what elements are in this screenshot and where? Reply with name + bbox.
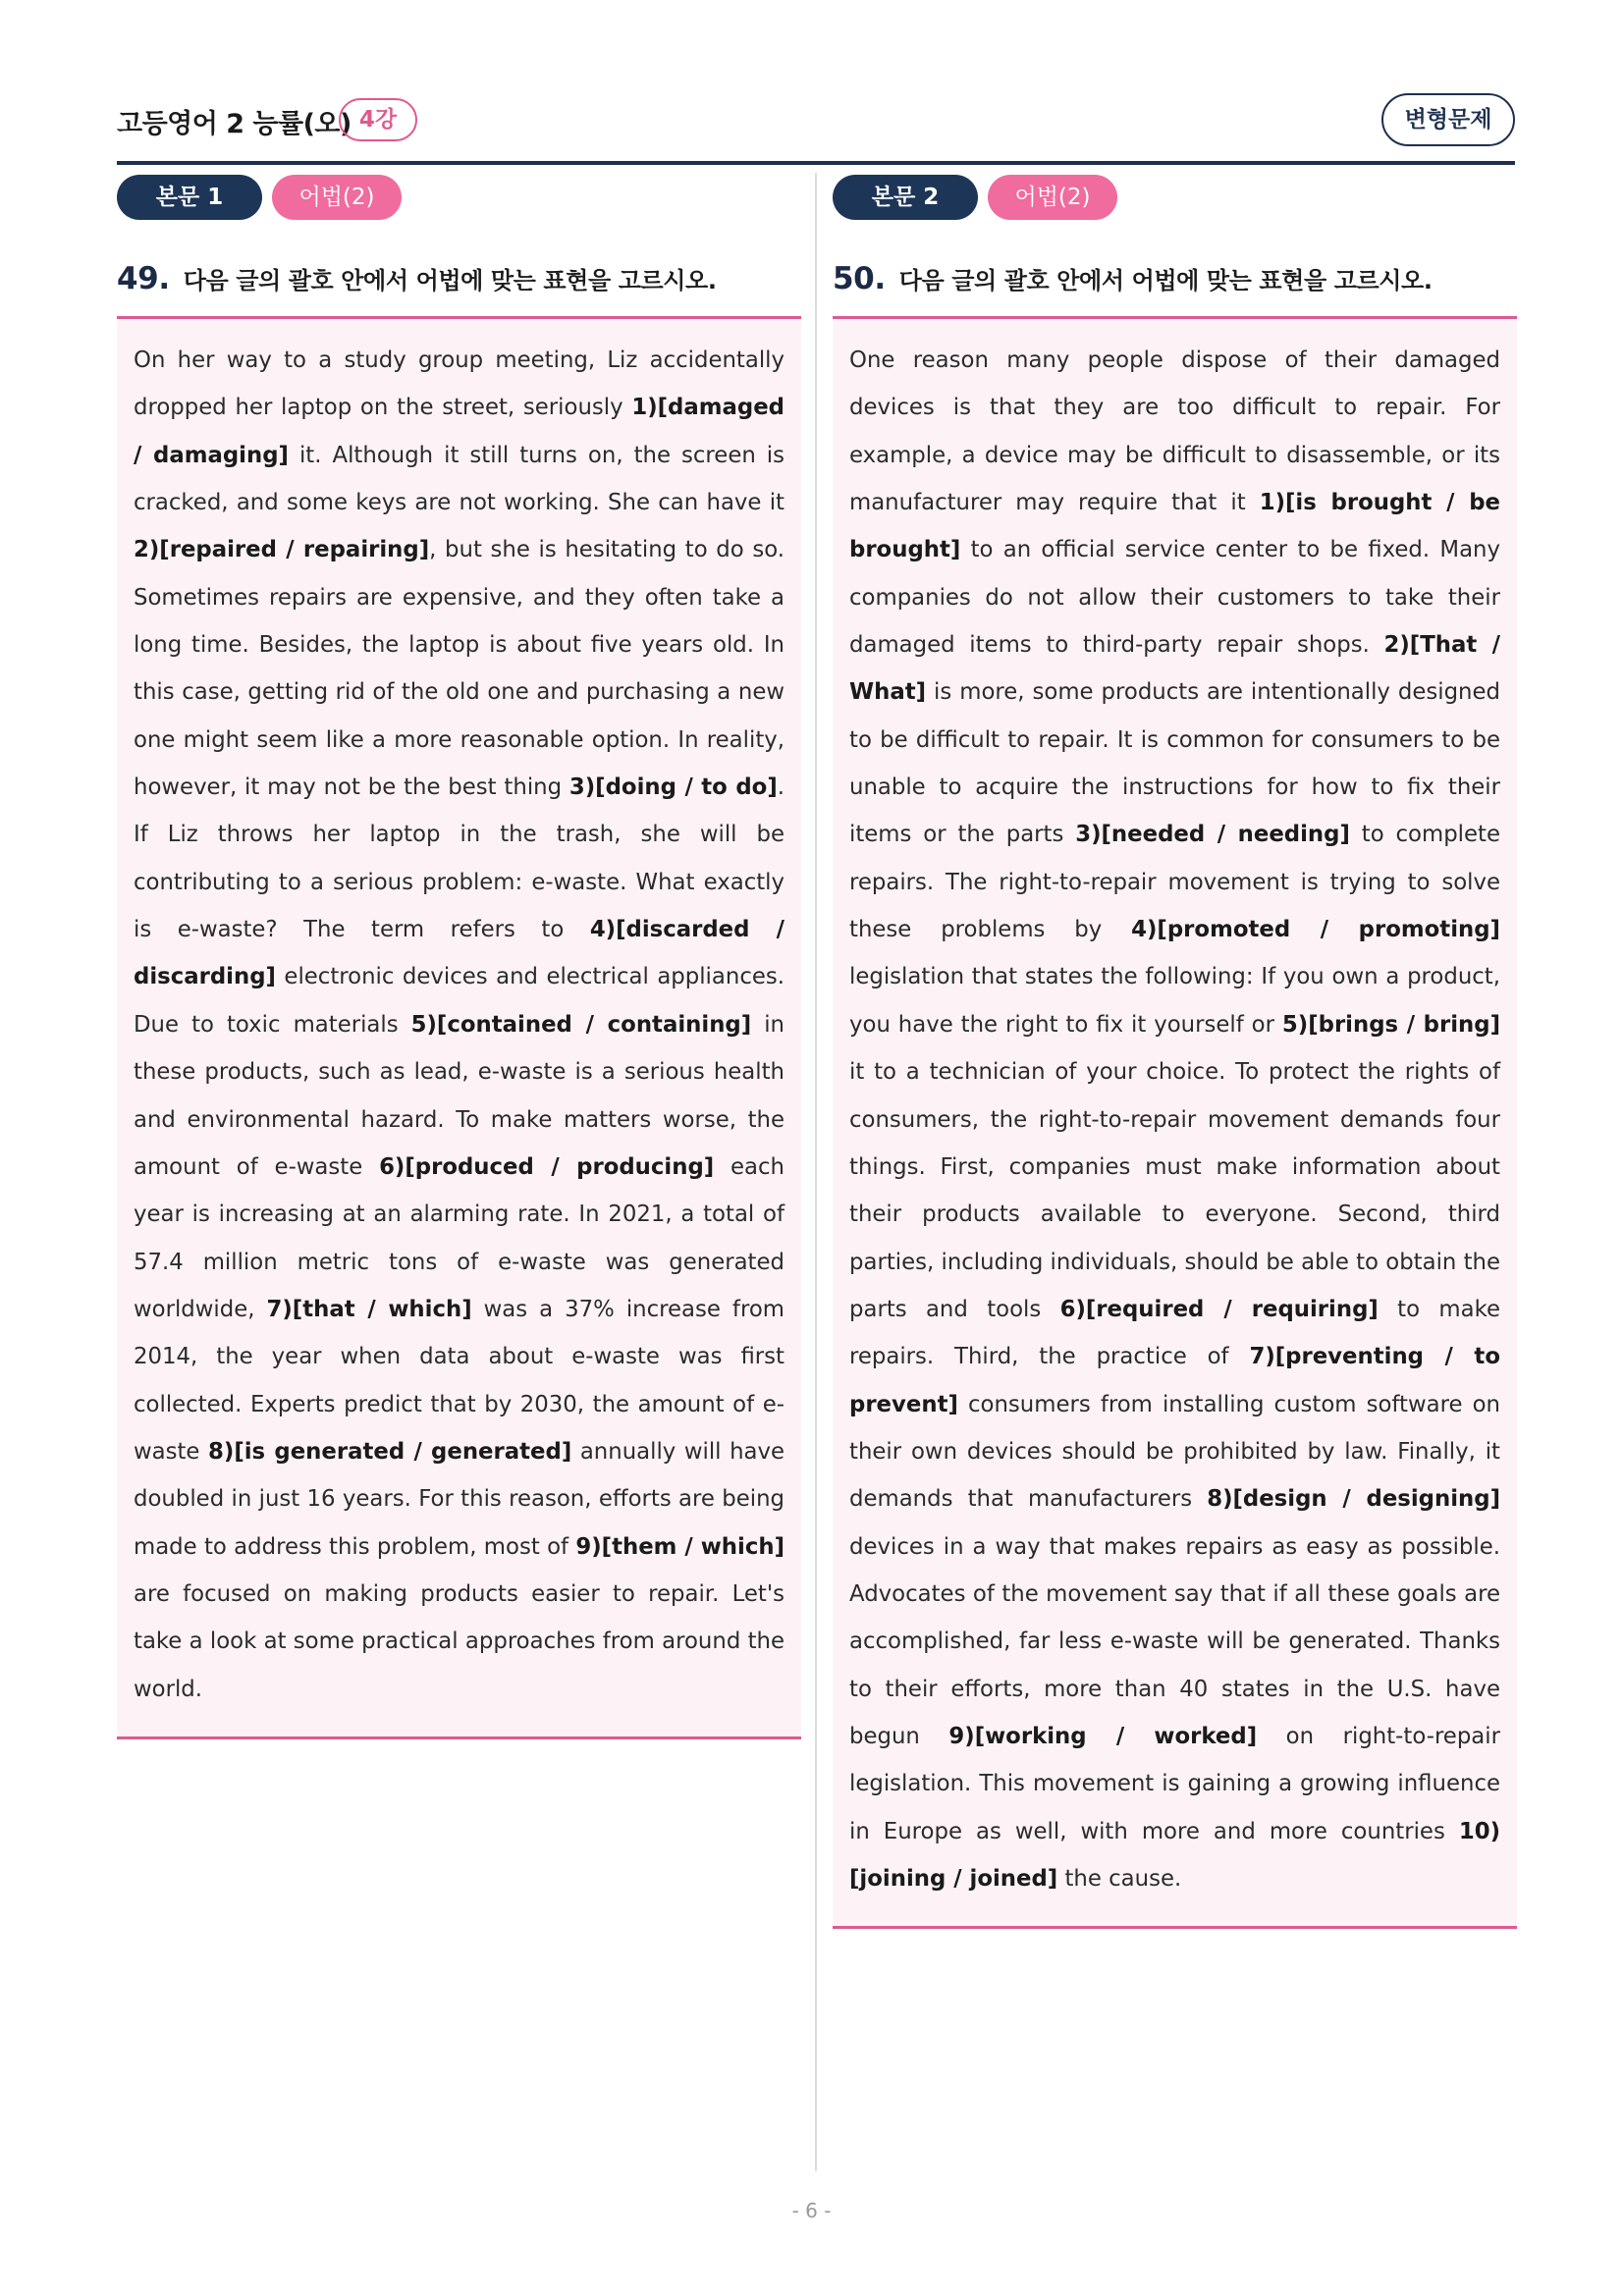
passage-run: On her way to a study group meeting, Liz accidentally dropped her laptop on the street, seriously xyxy=(134,347,784,421)
passage-run: on right-to-repair legislation. This movement is gaining a growing influence in Europe as well, with more and more countries xyxy=(849,1723,1500,1844)
question-type-badge: 변형문제 xyxy=(1381,93,1515,146)
grammar-choice: 4)[promoted / promoting] xyxy=(1131,917,1500,943)
grammar-choice: 8)[is generated / generated] xyxy=(208,1438,572,1465)
grammar-choice: 6)[required / requiring] xyxy=(1059,1296,1379,1322)
text-badge: 본문 1 xyxy=(117,175,262,220)
grammar-choice: 5)[contained / containing] xyxy=(410,1011,752,1038)
passage-run: was a 37% increase from 2014, the year when data about e-waste was first collected. Experts predict that by 2030, the amount of e-waste xyxy=(134,1296,784,1465)
passage-run: is more, some products are intentionally designed to be difficult to repair. It is common for consumers to be unable to acquire the instructions for how to fix their items or the parts xyxy=(849,679,1500,848)
lesson-badge: 4강 xyxy=(339,98,417,141)
passage-run: consumers from installing custom software on their own devices should be prohibited by law. Finally, it demands that manufacturers xyxy=(849,1391,1500,1513)
passage-run: legislation that states the following: If you own a product, you have the right to fix it yourself or xyxy=(849,964,1500,1038)
passage-text xyxy=(849,337,1500,1902)
grammar-choice: 7)[preventing / to prevent] xyxy=(849,1344,1500,1417)
passage-box xyxy=(117,316,801,1739)
grammar-choice: 6)[produced / producing] xyxy=(379,1153,715,1180)
passage-run: to an official service center to be fixed. Many companies do not allow their customers to take their damaged items to third-party repair shops. xyxy=(849,537,1500,659)
grammar-choice: 2)[That / What] xyxy=(849,632,1500,706)
passage-run: annually will have doubled in just 16 years. For this reason, efforts are being made to address this problem, most of xyxy=(134,1438,785,1560)
passage-run: to complete repairs. The right-to-repair movement is trying to solve these problems by xyxy=(849,822,1500,943)
passage-run: it. Although it still turns on, the screen is cracked, and some keys are not working. She can have it xyxy=(134,442,785,516)
grammar-badge: 어법(2) xyxy=(988,175,1117,220)
grammar-choice: 7)[that / which] xyxy=(266,1296,472,1322)
question-instruction: 다음 글의 괄호 안에서 어법에 맞는 표현을 고르시오. xyxy=(183,267,717,294)
question-heading xyxy=(117,261,717,296)
passage-run: each year is increasing at an alarming rate. In 2021, a total of 57.4 million metric tons of e-waste was generated worldwide, xyxy=(134,1153,784,1322)
passage-text xyxy=(134,337,784,1713)
passage-run: One reason many people dispose of their damaged devices is that they are too difficult to repair. For example, a device may be difficult to disassemble, or its manufacturer may require that it xyxy=(849,347,1500,516)
question-number: 50. xyxy=(833,261,886,296)
grammar-choice: 3)[doing / to do] xyxy=(568,774,778,801)
passage-run: . If Liz throws her laptop in the trash, she will be contributing to a serious problem: e-waste. What exactly is e-waste? The term refers to xyxy=(134,774,784,943)
page-header xyxy=(117,96,1515,165)
column-divider xyxy=(815,173,817,2171)
grammar-choice: 9)[working / worked] xyxy=(948,1723,1258,1749)
grammar-choice: 2)[repaired / repairing] xyxy=(134,537,430,563)
passage-run: the cause. xyxy=(1057,1866,1182,1892)
grammar-badge: 어법(2) xyxy=(272,175,402,220)
passage-run: it to a technician of your choice. To protect the rights of consumers, the right-to-repair movement demands four things. First, companies must make information about their products available to everyone. Second, third parties, including individuals, should be able to obtain the parts and tools xyxy=(849,1059,1501,1322)
grammar-choice: 5)[brings / bring] xyxy=(1281,1011,1500,1038)
passage-box xyxy=(833,316,1517,1929)
passage-run: devices in a way that makes repairs as easy as possible. Advocates of the movement say that if all these goals are accomplished, far less e-waste will be generated. Thanks to their efforts, more than 40 states in the U.S. have begun xyxy=(849,1533,1500,1749)
page-title: 고등영어 2 능률(오) xyxy=(117,109,352,139)
passage-run: electronic devices and electrical appliances. Due to toxic materials xyxy=(134,964,784,1038)
grammar-choice: 1)[damaged / damaging] xyxy=(134,395,784,468)
passage-run: to make repairs. Third, the practice of xyxy=(849,1296,1500,1370)
grammar-choice: 4)[discarded / discarding] xyxy=(134,917,784,990)
question-number: 49. xyxy=(117,261,170,296)
grammar-choice: 10)[joining / joined] xyxy=(849,1818,1500,1892)
grammar-choice: 8)[design / designing] xyxy=(1207,1486,1501,1513)
passage-run: in these products, such as lead, e-waste is a serious health and environmental hazard. To make matters worse, the amount of e-waste xyxy=(134,1011,784,1180)
grammar-choice: 9)[them / which] xyxy=(575,1533,784,1560)
text-badge: 본문 2 xyxy=(833,175,978,220)
page-number: - 6 - xyxy=(791,2199,832,2222)
grammar-choice: 3)[needed / needing] xyxy=(1075,822,1350,848)
passage-run: are focused on making products easier to repair. Let's take a look at some practical approaches from around the world. xyxy=(134,1580,784,1702)
question-instruction: 다음 글의 괄호 안에서 어법에 맞는 표현을 고르시오. xyxy=(898,267,1433,294)
grammar-choice: 1)[is brought / be brought] xyxy=(849,490,1500,563)
passage-run: , but she is hesitating to do so. Sometimes repairs are expensive, and they often take a long time. Besides, the laptop is about five years old. In this case, getting rid of the old one and purchasing a new one might seem like a more reasonable option. In reality, however, it may not be the best thing xyxy=(134,537,784,801)
question-heading xyxy=(833,261,1433,296)
